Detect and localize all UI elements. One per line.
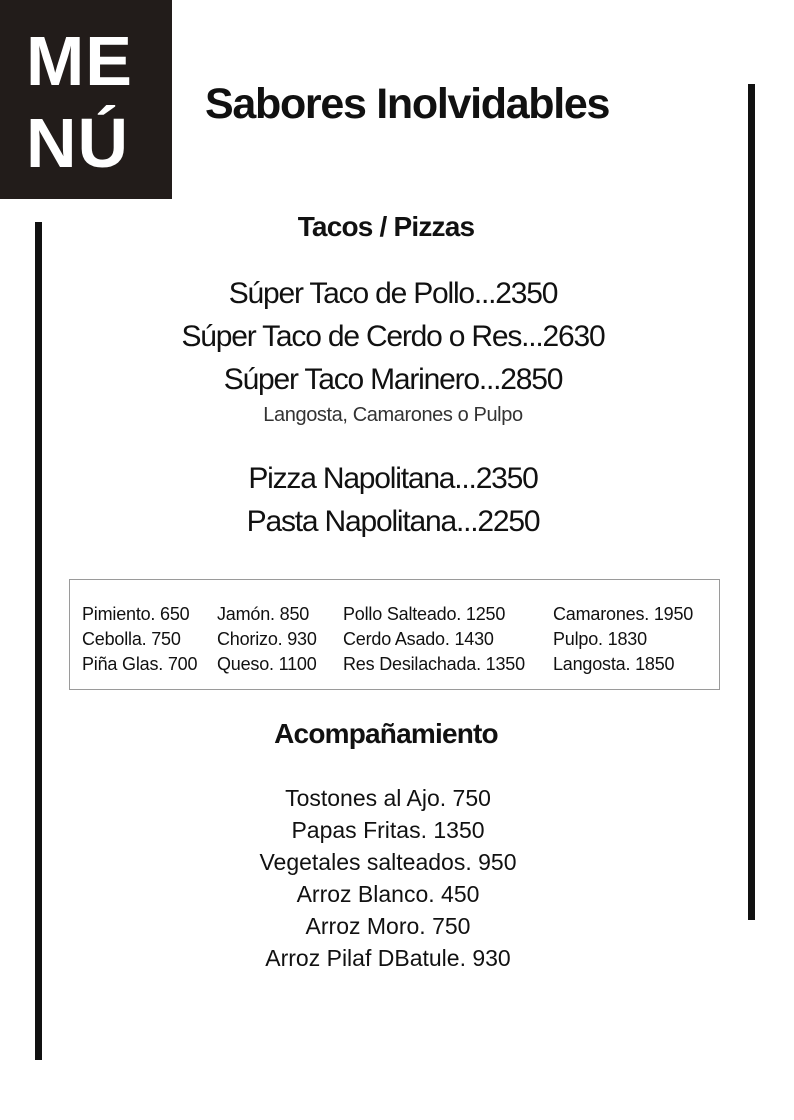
- menu-item: Pasta Napolitana...2250: [246, 505, 540, 538]
- extras-item: Jamón. 850: [217, 604, 310, 624]
- extras-item: Res Desilachada. 1350: [343, 654, 525, 674]
- menu-item: Pizza Napolitana...2350: [248, 462, 538, 495]
- extras-item: Pulpo. 1830: [553, 629, 647, 649]
- extras-column: [82, 602, 197, 677]
- extras-column: [343, 602, 525, 677]
- extras-column: [217, 602, 317, 677]
- side-dish-item: Tostones al Ajo. 750: [285, 785, 491, 811]
- extras-item: Chorizo. 930: [217, 629, 317, 649]
- restaurant-title: Sabores Inolvidables: [205, 80, 610, 128]
- extras-item: Langosta. 1850: [553, 654, 675, 674]
- extras-item: Cerdo Asado. 1430: [343, 629, 494, 649]
- menu-item: Súper Taco de Cerdo o Res...2630: [181, 320, 605, 353]
- side-dish-item: Vegetales salteados. 950: [259, 849, 517, 875]
- extras-item: Piña Glas. 700: [82, 654, 198, 674]
- extras-box: [69, 579, 720, 690]
- extras-item: Pollo Salteado. 1250: [343, 604, 506, 624]
- extras-item: Camarones. 1950: [553, 604, 694, 624]
- section-title-tacos-pizzas: Tacos / Pizzas: [297, 211, 475, 242]
- extras-item: Pimiento. 650: [82, 604, 190, 624]
- extras-item: Cebolla. 750: [82, 629, 181, 649]
- logo-line-1: ME: [26, 22, 133, 100]
- section-title-acompanamiento: Acompañamiento: [274, 718, 498, 749]
- menu-item: Súper Taco Marinero...2850: [223, 363, 563, 396]
- extras-column: [553, 602, 693, 677]
- side-dish-item: Arroz Pilaf DBatule. 930: [265, 945, 511, 971]
- extras-item: Queso. 1100: [217, 654, 317, 674]
- side-dish-item: Arroz Blanco. 450: [296, 881, 480, 907]
- menu-item: Súper Taco de Pollo...2350: [228, 277, 558, 310]
- menu-logo: [0, 0, 172, 199]
- side-dish-item: Papas Fritas. 1350: [291, 817, 485, 843]
- side-dish-item: Arroz Moro. 750: [305, 913, 471, 939]
- menu-item-note: Langosta, Camarones o Pulpo: [263, 404, 523, 426]
- logo-line-2: NÚ: [26, 104, 130, 182]
